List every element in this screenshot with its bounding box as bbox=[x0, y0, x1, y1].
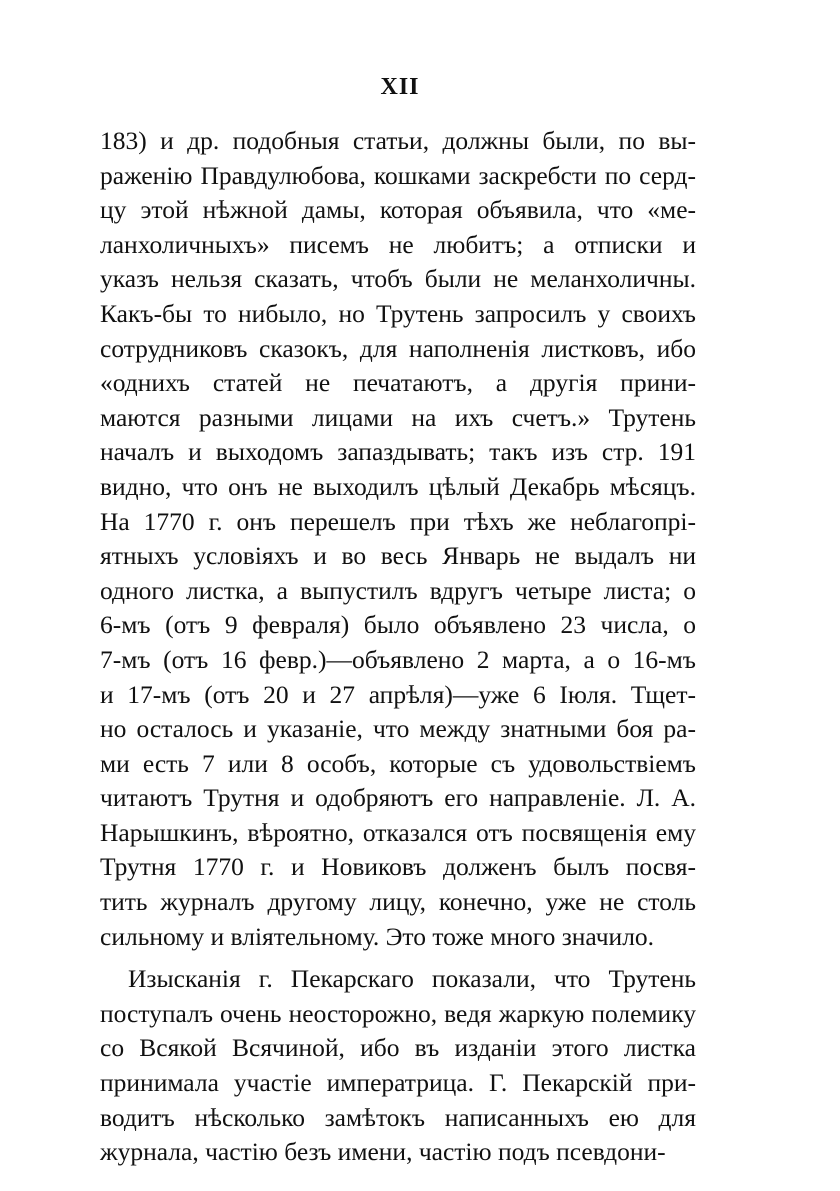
paragraph-gap bbox=[100, 954, 696, 962]
page-number: XII bbox=[380, 74, 420, 100]
text-line: ятныхъ условіяхъ и во весь Январь не выдалъ ни bbox=[100, 541, 696, 571]
paragraph bbox=[100, 962, 696, 1170]
text-line: сильному и вліятельному. Это тоже много значило. bbox=[100, 921, 655, 951]
text-line: но осталось и указаніе, что между знатными боя ра- bbox=[100, 714, 696, 744]
text-line: читаютъ Трутня и одобряютъ его направленіе. Л. А. bbox=[100, 783, 696, 813]
text-line: водитъ нѣсколько замѣтокъ написанныхъ ею для bbox=[100, 1102, 696, 1132]
text-line: указъ нельзя сказать, чтобъ были не меланхоличны. bbox=[100, 264, 696, 294]
text-line: раженію Правдулюбова, кошками заскребсти по серд- bbox=[100, 160, 696, 190]
text-line: началъ и выходомъ запаздывать; такъ изъ стр. 191 bbox=[100, 437, 696, 467]
text-line: поступалъ очень неосторожно, ведя жаркую полемику bbox=[100, 998, 696, 1028]
text-line: 183) и др. подобныя статьи, должны были, по вы- bbox=[100, 126, 696, 155]
paragraph bbox=[100, 124, 696, 954]
text-line: сотрудниковъ сказокъ, для наполненія листковъ, ибо bbox=[100, 333, 696, 363]
text-line: тить журналъ другому лицу, конечно, уже не столь bbox=[100, 887, 696, 917]
text-line: со Всякой Всячиной, ибо въ изданіи этого листка bbox=[100, 1033, 696, 1063]
text-line: Изысканія г. Пекарскаго показали, что Трутень bbox=[128, 964, 696, 994]
text-line: журнала, частію безъ имени, частію подъ псевдони- bbox=[100, 1137, 666, 1167]
text-line: Нарышкинъ, вѣроятно, отказался отъ посвященія ему bbox=[100, 817, 696, 847]
text-line: ми есть 7 или 8 особъ, которые съ удовольствіемъ bbox=[100, 748, 696, 778]
text-line: 6-мъ (отъ 9 февраля) было объявлено 23 числа, о bbox=[100, 610, 696, 640]
body-text bbox=[100, 124, 696, 1170]
text-line: Какъ-бы то нибыло, но Трутень запросилъ у своихъ bbox=[100, 298, 696, 328]
text-line: Трутня 1770 г. и Новиковъ долженъ былъ посвя- bbox=[100, 852, 696, 882]
text-line: одного листка, а выпустилъ вдругъ четыре листа; о bbox=[100, 575, 696, 605]
text-line: и 17-мъ (отъ 20 и 27 апрѣля)—уже 6 Іюля. Тщет- bbox=[100, 679, 696, 709]
text-line: цу этой нѣжной дамы, которая объявила, что «ме- bbox=[100, 195, 696, 225]
text-line: маются разными лицами на ихъ счетъ.» Трутень bbox=[100, 402, 696, 432]
text-line: «однихъ статей не печатаютъ, а другія прини- bbox=[100, 368, 696, 398]
text-line: На 1770 г. онъ перешелъ при тѣхъ же неблагопрі- bbox=[100, 506, 696, 536]
text-line: принимала участіе императрица. Г. Пекарскій при- bbox=[100, 1068, 696, 1098]
text-line: видно, что онъ не выходилъ цѣлый Декабрь мѣсяцъ. bbox=[100, 471, 696, 501]
text-line: ланхоличныхъ» писемъ не любитъ; а отписки и bbox=[100, 229, 696, 259]
text-line: 7-мъ (отъ 16 февр.)—объявлено 2 марта, а о 16-мъ bbox=[100, 644, 696, 674]
